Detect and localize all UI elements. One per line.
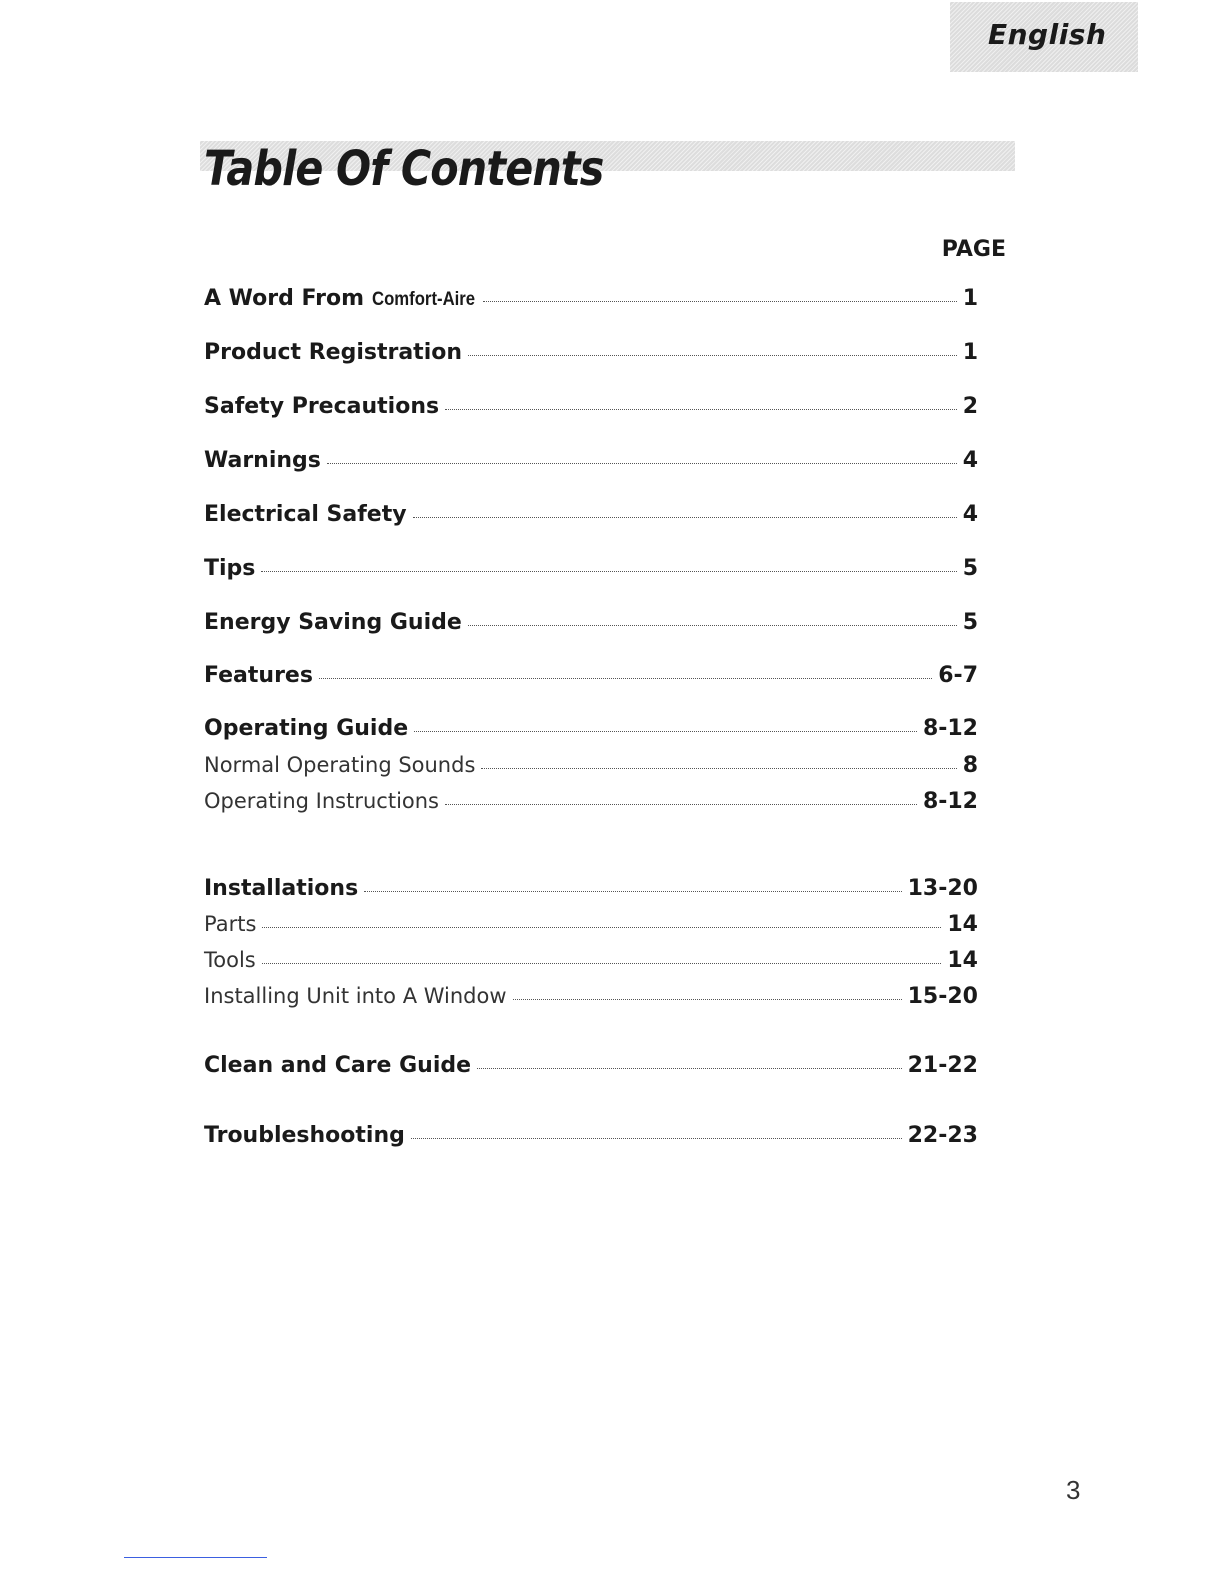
dot-leader [319,678,932,679]
language-tab-label: English [988,18,1107,51]
toc-subentry-installing-unit-into-window[interactable] [204,984,978,1009]
toc-entry-page: 21-22 [907,1053,978,1078]
dot-leader [483,301,957,302]
toc-entry-label: Electrical Safety [204,502,407,527]
toc-entry-word-from-comfort-aire[interactable] [204,286,978,311]
toc-entry-label: Tools [204,948,256,972]
toc-entry-electrical-safety[interactable] [204,502,978,527]
toc-entry-label: Operating Guide [204,716,409,741]
toc-subentry-tools[interactable] [204,948,978,973]
toc-entry-clean-and-care-guide[interactable] [204,1053,978,1078]
toc-entry-page: 8 [962,753,978,778]
dot-leader [414,731,917,732]
page-column-header: PAGE [941,237,1006,262]
dot-leader [445,804,917,805]
toc-entry-label: Troubleshooting [204,1123,405,1148]
page-title: Table Of Contents [204,141,604,197]
toc-entry-label: Energy Saving Guide [204,610,462,635]
toc-entry-energy-saving-guide[interactable] [204,610,978,635]
toc-entry-page: 15-20 [907,984,978,1009]
dot-leader [445,409,957,410]
toc-subentry-normal-operating-sounds[interactable] [204,753,978,778]
toc-entry-page: 5 [962,556,978,581]
dot-leader [262,927,941,928]
toc-entry-page: 22-23 [907,1123,978,1148]
dot-leader [327,463,957,464]
dot-leader [477,1068,902,1069]
dot-leader [468,625,957,626]
language-tab [950,2,1138,72]
toc-entry-page: 4 [962,502,978,527]
toc-entry-safety-precautions[interactable] [204,394,978,419]
dot-leader [468,355,957,356]
toc-entry-features[interactable] [204,663,978,688]
footer-rule [124,1557,267,1558]
toc-entry-label: Product Registration [204,340,463,365]
dot-leader [411,1138,902,1139]
toc-entry-page: 5 [962,610,978,635]
brand-name: Comfort-Aire [371,289,475,310]
toc-entry-label: Clean and Care Guide [204,1053,472,1078]
toc-entry-label [204,286,477,311]
toc-entry-operating-guide[interactable] [204,716,978,741]
toc-entry-page: 14 [947,912,978,937]
toc-entry-prefix: A Word From [204,286,372,311]
toc-entry-label: Installations [204,876,359,901]
toc-entry-label: Normal Operating Sounds [204,753,476,777]
toc-entry-troubleshooting[interactable] [204,1123,978,1148]
toc-entry-page: 1 [962,286,978,311]
toc-entry-label: Features [204,663,313,688]
toc-entry-installations[interactable] [204,876,978,901]
toc-entry-page: 6-7 [938,663,978,688]
toc-entry-label: Tips [204,556,256,581]
toc-entry-warnings[interactable] [204,448,978,473]
toc-entry-label: Operating Instructions [204,789,439,813]
toc-entry-product-registration[interactable] [204,340,978,365]
toc-entry-page: 13-20 [907,876,978,901]
toc-entry-tips[interactable] [204,556,978,581]
dot-leader [481,768,956,769]
toc-entry-page: 2 [962,394,978,419]
toc-entry-page: 1 [962,340,978,365]
dot-leader [262,963,942,964]
toc-entry-label: Safety Precautions [204,394,440,419]
toc-entry-label: Parts [204,912,257,936]
dot-leader [364,891,901,892]
page-number: 3 [1066,1475,1081,1505]
dot-leader [261,571,956,572]
toc-entry-label: Installing Unit into A Window [204,984,507,1008]
toc-subentry-operating-instructions[interactable] [204,789,978,814]
toc-entry-label: Warnings [204,448,321,473]
dot-leader [413,517,957,518]
toc-entry-page: 14 [947,948,978,973]
toc-subentry-parts[interactable] [204,912,978,937]
toc-entry-page: 4 [962,448,978,473]
dot-leader [513,999,902,1000]
toc-entry-page: 8-12 [922,716,978,741]
toc-entry-page: 8-12 [922,789,978,814]
